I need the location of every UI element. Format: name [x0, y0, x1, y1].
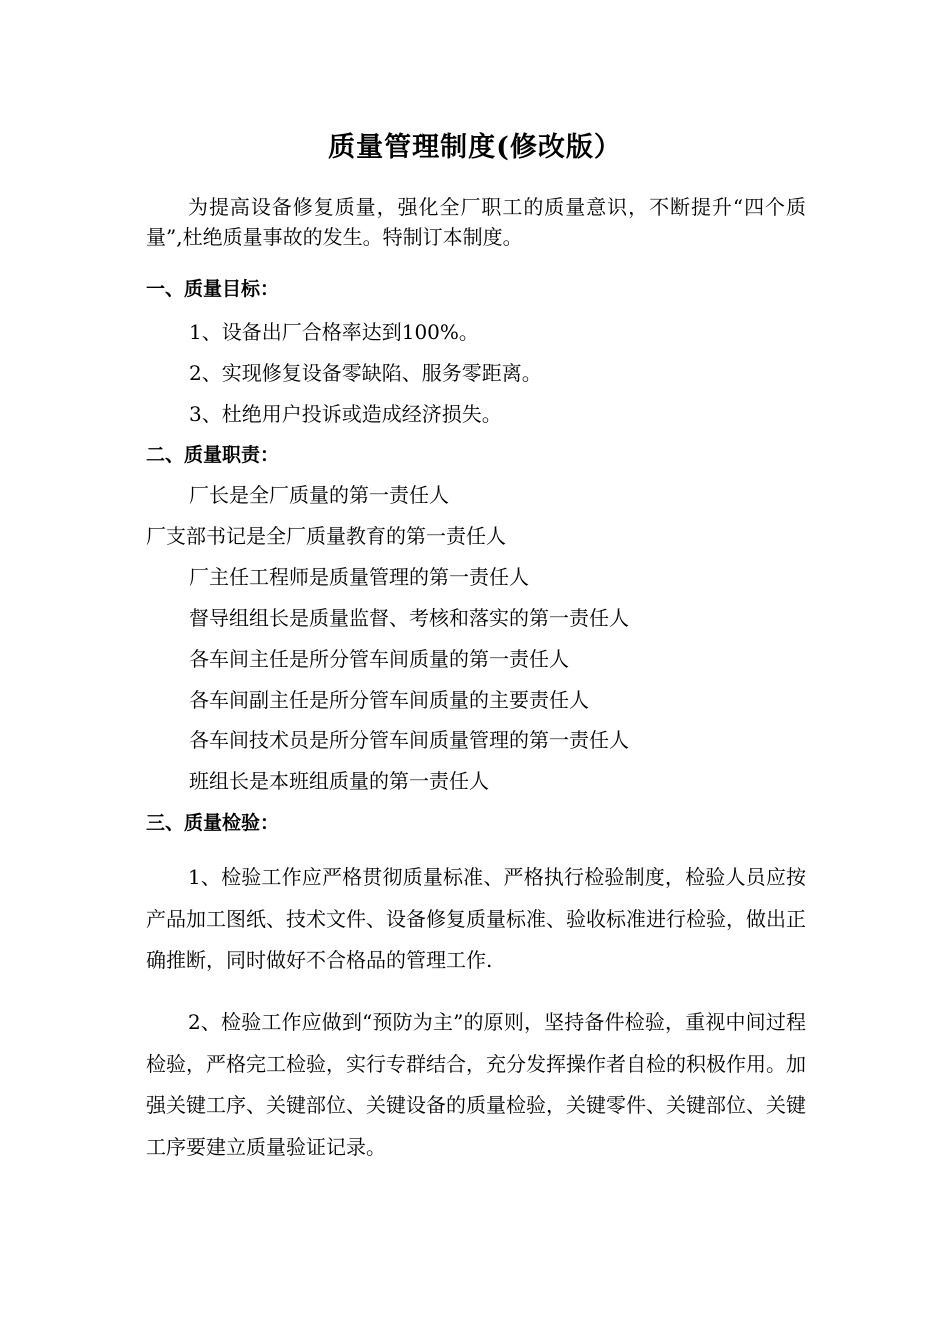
intro-paragraph: 为提高设备修复质量，强化全厂职工的质量意识，不断提升“四个质量”,杜绝质量事故的发生。特制订本制度。: [146, 195, 806, 249]
inspection-paragraph: 2、检验工作应做到“预防为主”的原则，坚持备件检验，重视中间过程检验，严格完工检验，实行专群结合，充分发挥操作者自检的积极作用。加强关键工序、关键部位、关键设备的质量检验，关键零件、关键部位、关键工序要建立质量验证记录。: [146, 1010, 806, 1159]
duty-item: 各车间技术员是所分管车间质量管理的第一责任人: [189, 728, 629, 752]
duty-item: 厂主任工程师是质量管理的第一责任人: [189, 565, 529, 589]
duty-item: 各车间主任是所分管车间质量的第一责任人: [189, 647, 569, 671]
section-heading-quality-goals: 一、质量目标：: [146, 278, 280, 300]
duty-item: 各车间副主任是所分管车间质量的主要责任人: [189, 688, 589, 712]
goal-item: 2、实现修复设备零缺陷、服务零距离。: [189, 361, 542, 385]
inspection-paragraph: 1、检验工作应严格贯彻质量标准、严格执行检验制度，检验人员应按产品加工图纸、技术文件、设备修复质量标准、验收标准进行检验，做出正确推断，同时做好不合格品的管理工作.: [146, 865, 806, 972]
goal-item: 1、设备出厂合格率达到100%。: [189, 320, 479, 344]
section-heading-quality-duties: 二、质量职责：: [146, 444, 280, 466]
duty-item: 班组长是本班组质量的第一责任人: [189, 769, 489, 793]
goal-item: 3、杜绝用户投诉或造成经济损失。: [189, 402, 502, 426]
duty-item: 督导组组长是质量监督、考核和落实的第一责任人: [189, 606, 629, 630]
duty-item: 厂长是全厂质量的第一责任人: [189, 483, 449, 507]
section-heading-quality-inspection: 三、质量检验：: [146, 812, 280, 834]
document-title: 质量管理制度(修改版）: [328, 132, 622, 163]
duty-item: 厂支部书记是全厂质量教育的第一责任人: [146, 524, 506, 548]
